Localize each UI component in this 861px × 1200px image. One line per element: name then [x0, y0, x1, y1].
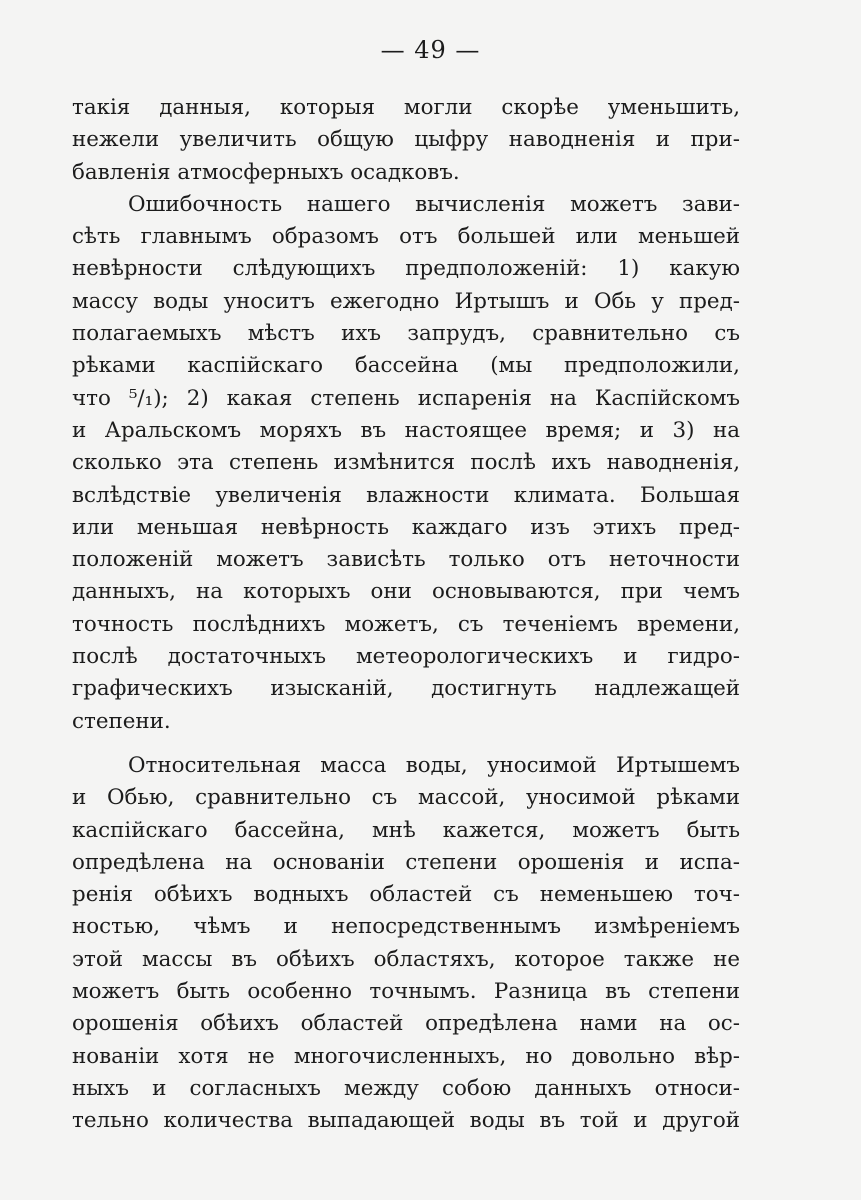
text-line: полагаемыхъ мѣстъ ихъ запрудъ, сравнительно съ [72, 321, 740, 347]
text-line: тельно количества выпадающей воды въ той и другой [72, 1108, 740, 1134]
text-line: Ошибочность нашего вычисленія можетъ зави- [128, 191, 740, 217]
text-line: ныхъ и согласныхъ между собою данныхъ относи- [72, 1075, 740, 1101]
text-line: этой массы въ обѣихъ областяхъ, которое также не [72, 946, 740, 972]
text-line: рѣками каспійскаго бассейна (мы предположили, [72, 353, 740, 379]
body-text [72, 92, 740, 1138]
paragraph-gap [72, 738, 740, 750]
text-line: послѣ достаточныхъ метеорологическихъ и гидро- [72, 644, 740, 670]
text-line: массу воды уноситъ ежегодно Иртышъ и Обь у пред- [72, 288, 740, 314]
text-line: точность послѣднихъ можетъ, съ теченіемъ времени, [72, 611, 740, 637]
text-line: и Обью, сравнительно съ массой, уносимой рѣками [72, 785, 740, 811]
text-line: сѣть главнымъ образомъ отъ большей или меньшей [72, 224, 740, 250]
text-line: нованіи хотя не многочисленныхъ, но довольно вѣр- [72, 1043, 740, 1069]
text-line: орошенія обѣихъ областей опредѣлена нами на ос- [72, 1011, 740, 1037]
text-line: степени. [72, 708, 171, 734]
text-line: ренія обѣихъ водныхъ областей съ неменьшею точ- [72, 882, 740, 908]
text-line: такія данныя, которыя могли скорѣе уменьшить, [72, 95, 740, 120]
text-line: вслѣдствіе увеличенія влажности климата. Большая [72, 482, 740, 508]
text-line: опредѣлена на основаніи степени орошенія и испа- [72, 849, 740, 875]
text-line: сколько эта степень измѣнится послѣ ихъ наводненія, [72, 450, 740, 476]
text-line: можетъ быть особенно точнымъ. Разница въ степени [72, 979, 740, 1005]
text-line: и Аральскомъ моряхъ въ настоящее время; и 3) на [72, 417, 740, 443]
paragraph [72, 92, 740, 189]
text-line: каспійскаго бассейна, мнѣ кажется, можетъ быть [72, 817, 740, 843]
text-line: данныхъ, на которыхъ они основываются, при чемъ [72, 579, 740, 605]
paragraph [72, 189, 740, 738]
text-line: что ⁵/₁); 2) какая степень испаренія на Каспійскомъ [72, 385, 740, 411]
paragraph [72, 750, 740, 1138]
text-line: положеній можетъ зависѣть только отъ неточности [72, 547, 740, 573]
text-line: бавленія атмосферныхъ осадковъ. [72, 159, 460, 185]
text-line: или меньшая невѣрность каждаго изъ этихъ пред- [72, 514, 740, 540]
text-line: невѣрности слѣдующихъ предположеній: 1) какую [72, 256, 740, 282]
text-line: графическихъ изысканій, достигнуть надлежащей [72, 676, 740, 702]
text-line: ностью, чѣмъ и непосредственнымъ измѣреніемъ [72, 914, 740, 940]
page-number-header: — 49 — [380, 36, 481, 64]
text-line: нежели увеличить общую цыфру наводненія и при- [72, 127, 740, 153]
text-line: Относительная масса воды, уносимой Иртышемъ [128, 752, 740, 778]
